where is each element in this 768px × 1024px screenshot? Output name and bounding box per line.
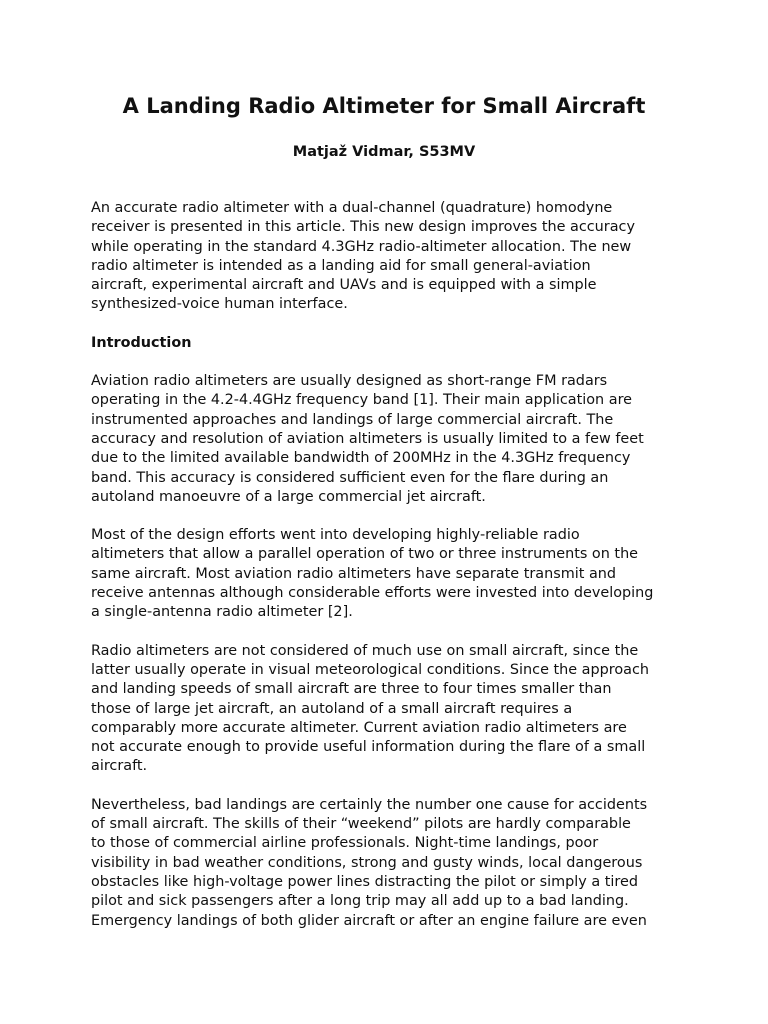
text-line: same aircraft. Most aviation radio altimeters have separate transmit and <box>91 565 617 582</box>
text-line: instrumented approaches and landings of large commercial aircraft. The <box>91 411 614 428</box>
text-line: of small aircraft. The skills of their “weekend” pilots are hardly comparable <box>91 816 631 833</box>
text-line: aircraft, experimental aircraft and UAVs and is equipped with a simple <box>91 277 597 294</box>
text-line: to those of commercial airline professionals. Night-time landings, poor <box>91 835 599 852</box>
text-line: latter usually operate in visual meteorological conditions. Since the approach <box>91 661 650 678</box>
author-line: Matjaž Vidmar, S53MV <box>292 144 476 160</box>
article-body <box>91 199 691 950</box>
text-line: Aviation radio altimeters are usually designed as short-range FM radars <box>91 373 608 390</box>
text-line: while operating in the standard 4.3GHz radio-altimeter allocation. The new <box>91 238 632 255</box>
text-line: operating in the 4.2-4.4GHz frequency band [1]. Their main application are <box>91 392 633 409</box>
text-line: obstacles like high-voltage power lines distracting the pilot or simply a tired <box>91 873 638 890</box>
text-line: band. This accuracy is considered sufficient even for the flare during an <box>91 469 609 486</box>
abstract-paragraph <box>91 199 691 315</box>
text-line: Radio altimeters are not considered of much use on small aircraft, since the <box>91 642 639 659</box>
text-line: and landing speeds of small aircraft are three to four times smaller than <box>91 681 612 698</box>
text-line: accuracy and resolution of aviation altimeters is usually limited to a few feet <box>91 430 644 447</box>
text-line: receive antennas although considerable efforts were invested into developing <box>91 585 654 602</box>
body-paragraph <box>91 526 691 622</box>
text-line: Emergency landings of both glider aircraft or after an engine failure are even <box>91 912 647 929</box>
text-line: due to the limited available bandwidth of 200MHz in the 4.3GHz frequency <box>91 450 631 467</box>
text-line: receiver is presented in this article. This new design improves the accuracy <box>91 219 635 236</box>
text-line: An accurate radio altimeter with a dual-channel (quadrature) homodyne <box>91 200 613 216</box>
text-line: a single-antenna radio altimeter [2]. <box>91 604 353 621</box>
text-line: visibility in bad weather conditions, strong and gusty winds, local dangerous <box>91 854 643 871</box>
text-line: altimeters that allow a parallel operation of two or three instruments on the <box>91 546 639 563</box>
text-line: synthesized-voice human interface. <box>91 296 348 313</box>
body-paragraph <box>91 642 691 777</box>
text-line: those of large jet aircraft, an autoland of a small aircraft requires a <box>91 700 573 717</box>
text-line: autoland manoeuvre of a large commercial jet aircraft. <box>91 488 486 505</box>
section-heading-introduction: Introduction <box>91 334 192 351</box>
text-line: aircraft. <box>91 758 148 775</box>
text-line: Nevertheless, bad landings are certainly the number one cause for accidents <box>91 796 648 813</box>
text-line: Most of the design efforts went into developing highly-reliable radio <box>91 527 580 544</box>
text-line: radio altimeter is intended as a landing aid for small general-aviation <box>91 257 591 274</box>
text-line: not accurate enough to provide useful information during the flare of a small <box>91 739 646 756</box>
body-paragraph <box>91 372 691 507</box>
text-line: pilot and sick passengers after a long trip may all add up to a bad landing. <box>91 893 629 910</box>
article-title: A Landing Radio Altimeter for Small Aircraft <box>122 94 646 118</box>
body-paragraph <box>91 796 691 931</box>
text-line: comparably more accurate altimeter. Current aviation radio altimeters are <box>91 719 627 736</box>
